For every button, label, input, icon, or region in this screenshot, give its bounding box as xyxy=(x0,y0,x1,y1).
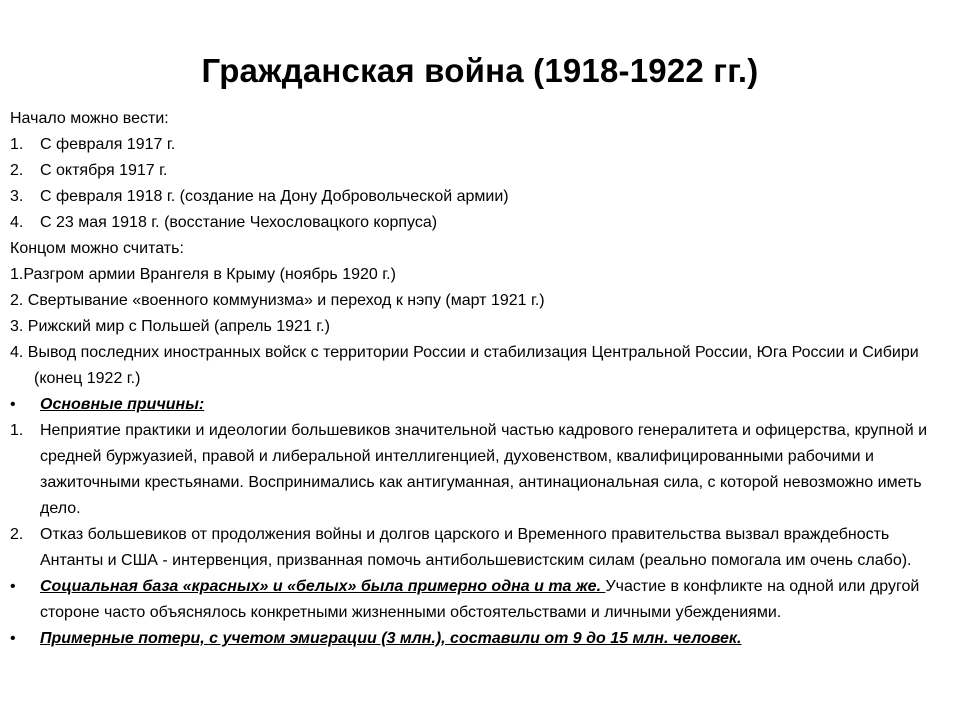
start-intro: Начало можно вести: xyxy=(10,110,169,127)
start-item-number: 1. xyxy=(10,136,24,153)
social-base-text xyxy=(40,574,950,626)
causes-heading-item xyxy=(10,392,950,418)
start-item xyxy=(10,184,950,210)
slide-body xyxy=(10,106,950,652)
end-item: 4. Вывод последних иностранных войск с территории России и стабилизация Центральной России, Юга России и Сибири (конец 1922 г.) xyxy=(10,344,919,387)
social-base-item xyxy=(10,574,950,626)
losses-text: Примерные потери, с учетом эмиграции (3 млн.), составили от 9 до 15 млн. человек. xyxy=(40,630,742,647)
slide-title: Гражданская война (1918-1922 гг.) xyxy=(201,52,759,89)
cause-number: 1. xyxy=(10,422,24,439)
start-item-text: С февраля 1918 г. (создание на Дону Добровольческой армии) xyxy=(40,188,509,205)
start-item xyxy=(10,132,950,158)
start-item-text: С февраля 1917 г. xyxy=(40,136,176,153)
start-item-text: С 23 мая 1918 г. (восстание Чехословацкого корпуса) xyxy=(40,214,438,231)
bullet-icon: • xyxy=(10,396,16,413)
bullet-icon: • xyxy=(10,630,16,647)
start-item-number: 2. xyxy=(10,162,24,179)
causes-heading: Основные причины: xyxy=(40,396,205,413)
start-item-text: С октября 1917 г. xyxy=(40,162,168,179)
end-item: 1.Разгром армии Врангеля в Крыму (ноябрь 1920 г.) xyxy=(10,266,396,283)
cause-number: 2. xyxy=(10,526,24,543)
end-item: 2. Свертывание «военного коммунизма» и переход к нэпу (март 1921 г.) xyxy=(10,292,545,309)
start-item-number: 3. xyxy=(10,188,24,205)
end-item: 3. Рижский мир с Польшей (апрель 1921 г.) xyxy=(10,318,330,335)
start-item xyxy=(10,158,950,184)
bullet-icon: • xyxy=(10,578,16,595)
end-intro: Концом можно считать: xyxy=(10,240,184,257)
social-base-detail: Участие в конфликте на одной или другой стороне часто объяснялось конкретными жизненными обстоятельствами и личными убеждениями. xyxy=(40,578,920,621)
cause-item xyxy=(10,522,950,574)
start-item xyxy=(10,210,950,236)
social-base-emphasis: Социальная база «красных» и «белых» была примерно одна и та же. xyxy=(40,578,606,595)
start-item-number: 4. xyxy=(10,214,24,231)
cause-item xyxy=(10,418,950,522)
losses-item xyxy=(10,626,950,652)
cause-text: Неприятие практики и идеологии большевиков значительной частью кадрового генералитета и офицерства, крупной и средней буржуазией, правой и либеральной интеллигенцией, духовенством, квалифицированными рабочими и зажиточными крестьянами. Воспринимались как антигуманная, антинациональная сила, с которой невозможно иметь дело. xyxy=(40,422,928,517)
cause-text: Отказ большевиков от продолжения войны и долгов царского и Временного правительства вызвал враждебность Антанты и США - интервенция, призванная помочь антибольшевистским силам (реально помогала им очень слабо). xyxy=(40,526,912,569)
